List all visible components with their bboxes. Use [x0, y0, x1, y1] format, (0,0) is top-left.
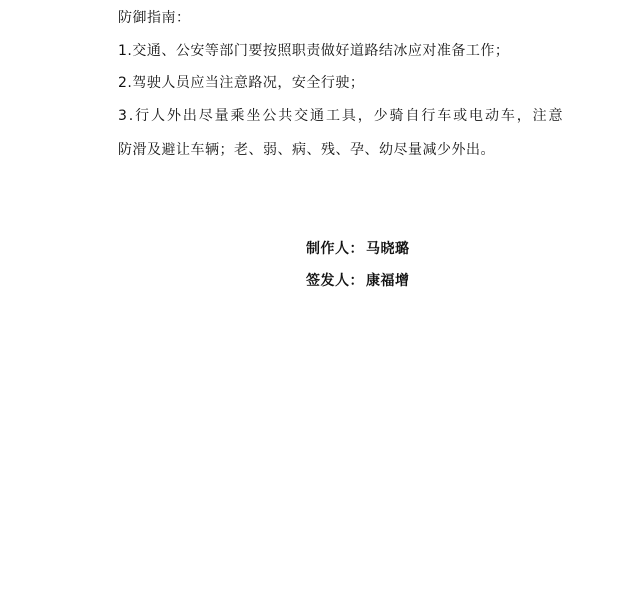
guide-item-2: 2.驾驶人员应当注意路况，安全行驶； [118, 75, 365, 91]
guide-item-1: 1.交通、公安等部门要按照职责做好道路结冰应对准备工作； [118, 43, 510, 59]
guide-item-3-line-1: 3.行人外出尽量乘坐公共交通工具，少骑自行车或电动车，注意 [118, 108, 565, 124]
guide-item-3-line-2: 防滑及避让车辆；老、弱、病、残、孕、幼尽量减少外出。 [118, 142, 495, 158]
defense-guide-heading: 防御指南： [118, 10, 191, 26]
signer-name: 康福增 [366, 273, 410, 289]
maker-label: 制作人： [306, 241, 364, 257]
maker-name: 马晓璐 [366, 241, 410, 257]
signer-label: 签发人： [306, 273, 364, 289]
